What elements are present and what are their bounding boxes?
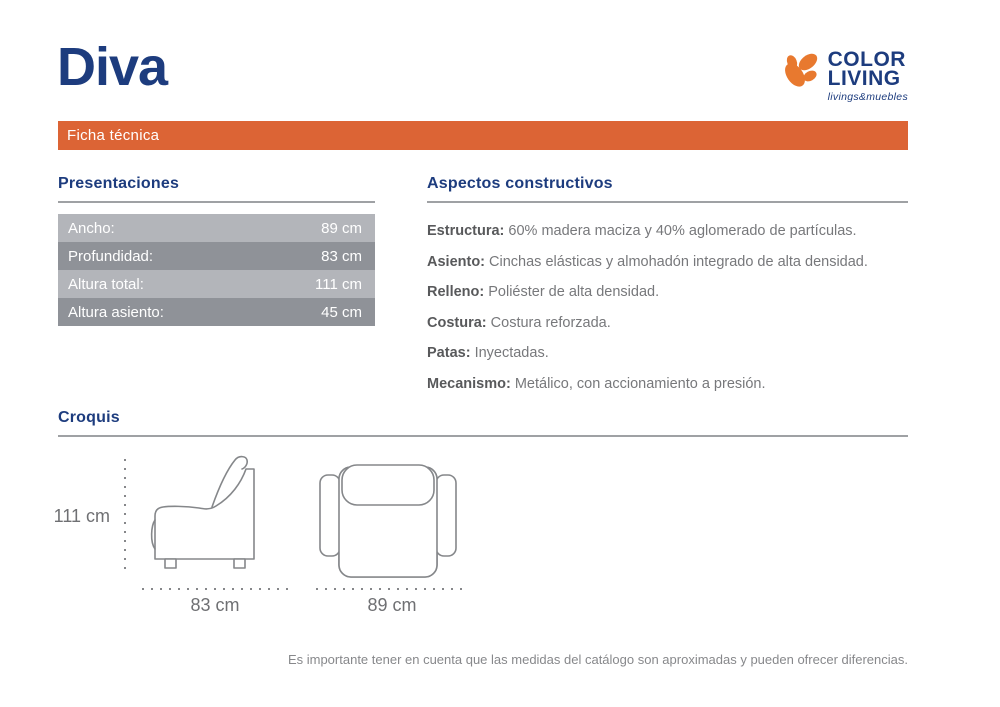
brand-logo-text xyxy=(828,50,908,102)
armchair-front-view-sketch xyxy=(318,458,458,585)
list-item xyxy=(427,254,908,270)
brand-logo xyxy=(782,50,908,102)
depth-dotted-line xyxy=(142,588,288,590)
item-label: Patas: xyxy=(427,345,471,361)
item-label: Mecanismo: xyxy=(427,375,511,392)
item-text: 60% madera maciza y 40% aglomerado de partículas. xyxy=(508,223,857,239)
section-banner: Ficha técnica xyxy=(58,121,908,150)
row-label: Profundidad: xyxy=(68,247,154,265)
brand-name-line1: COLOR xyxy=(827,48,906,71)
armchair-side-view-sketch xyxy=(150,452,267,584)
presentaciones-title: Presentaciones xyxy=(58,175,180,192)
list-item xyxy=(427,376,908,392)
row-value: 111 cm xyxy=(315,275,362,293)
divider xyxy=(58,201,375,203)
item-text: Costura reforzada. xyxy=(490,314,611,331)
list-item xyxy=(427,284,908,300)
presentaciones-section xyxy=(58,175,375,406)
disclaimer-note: Es importante tener en cuenta que las medidas del catálogo son aproximadas y pueden ofrecer diferencias. xyxy=(287,652,908,667)
width-dotted-line xyxy=(316,588,464,590)
item-label: Estructura: xyxy=(427,223,505,239)
row-value: 83 cm xyxy=(321,247,362,265)
row-value: 45 cm xyxy=(321,303,362,321)
row-value: 89 cm xyxy=(321,219,362,237)
row-label: Altura total: xyxy=(68,275,144,293)
table-row xyxy=(58,298,375,326)
item-label: Asiento: xyxy=(427,253,485,270)
aspectos-section xyxy=(427,175,908,406)
table-row xyxy=(58,242,375,270)
item-text: Inyectadas. xyxy=(474,345,549,361)
list-item xyxy=(427,345,908,361)
row-label: Ancho: xyxy=(68,219,115,237)
croquis-title: Croquis xyxy=(58,409,120,426)
divider xyxy=(427,201,908,203)
dimensions-table xyxy=(58,214,375,326)
item-label: Relleno: xyxy=(427,284,485,300)
croquis-section xyxy=(58,409,908,437)
brand-name-line2: LIVING xyxy=(827,67,901,91)
aspectos-list xyxy=(427,223,908,392)
spec-columns xyxy=(58,175,908,406)
table-row xyxy=(58,214,375,242)
item-text: Poliéster de alta densidad. xyxy=(488,284,660,300)
item-text: Cinchas elásticas y almohadón integrado de alta densidad. xyxy=(489,253,868,270)
list-item xyxy=(427,223,908,239)
divider xyxy=(58,435,908,437)
butterfly-icon xyxy=(782,50,822,97)
row-label: Altura asiento: xyxy=(68,303,164,321)
page-title: Diva xyxy=(57,37,168,97)
height-dotted-line xyxy=(124,459,126,569)
brand-tagline: livings&muebles xyxy=(827,90,908,103)
table-row xyxy=(58,270,375,298)
aspectos-title: Aspectos constructivos xyxy=(427,175,613,192)
depth-dimension-label: 83 cm xyxy=(190,595,240,615)
list-item xyxy=(427,315,908,331)
item-label: Costura: xyxy=(427,314,487,331)
width-dimension-label: 89 cm xyxy=(367,595,417,615)
item-text: Metálico, con accionamiento a presión. xyxy=(514,375,766,392)
height-dimension-label: 111 cm xyxy=(53,506,110,526)
